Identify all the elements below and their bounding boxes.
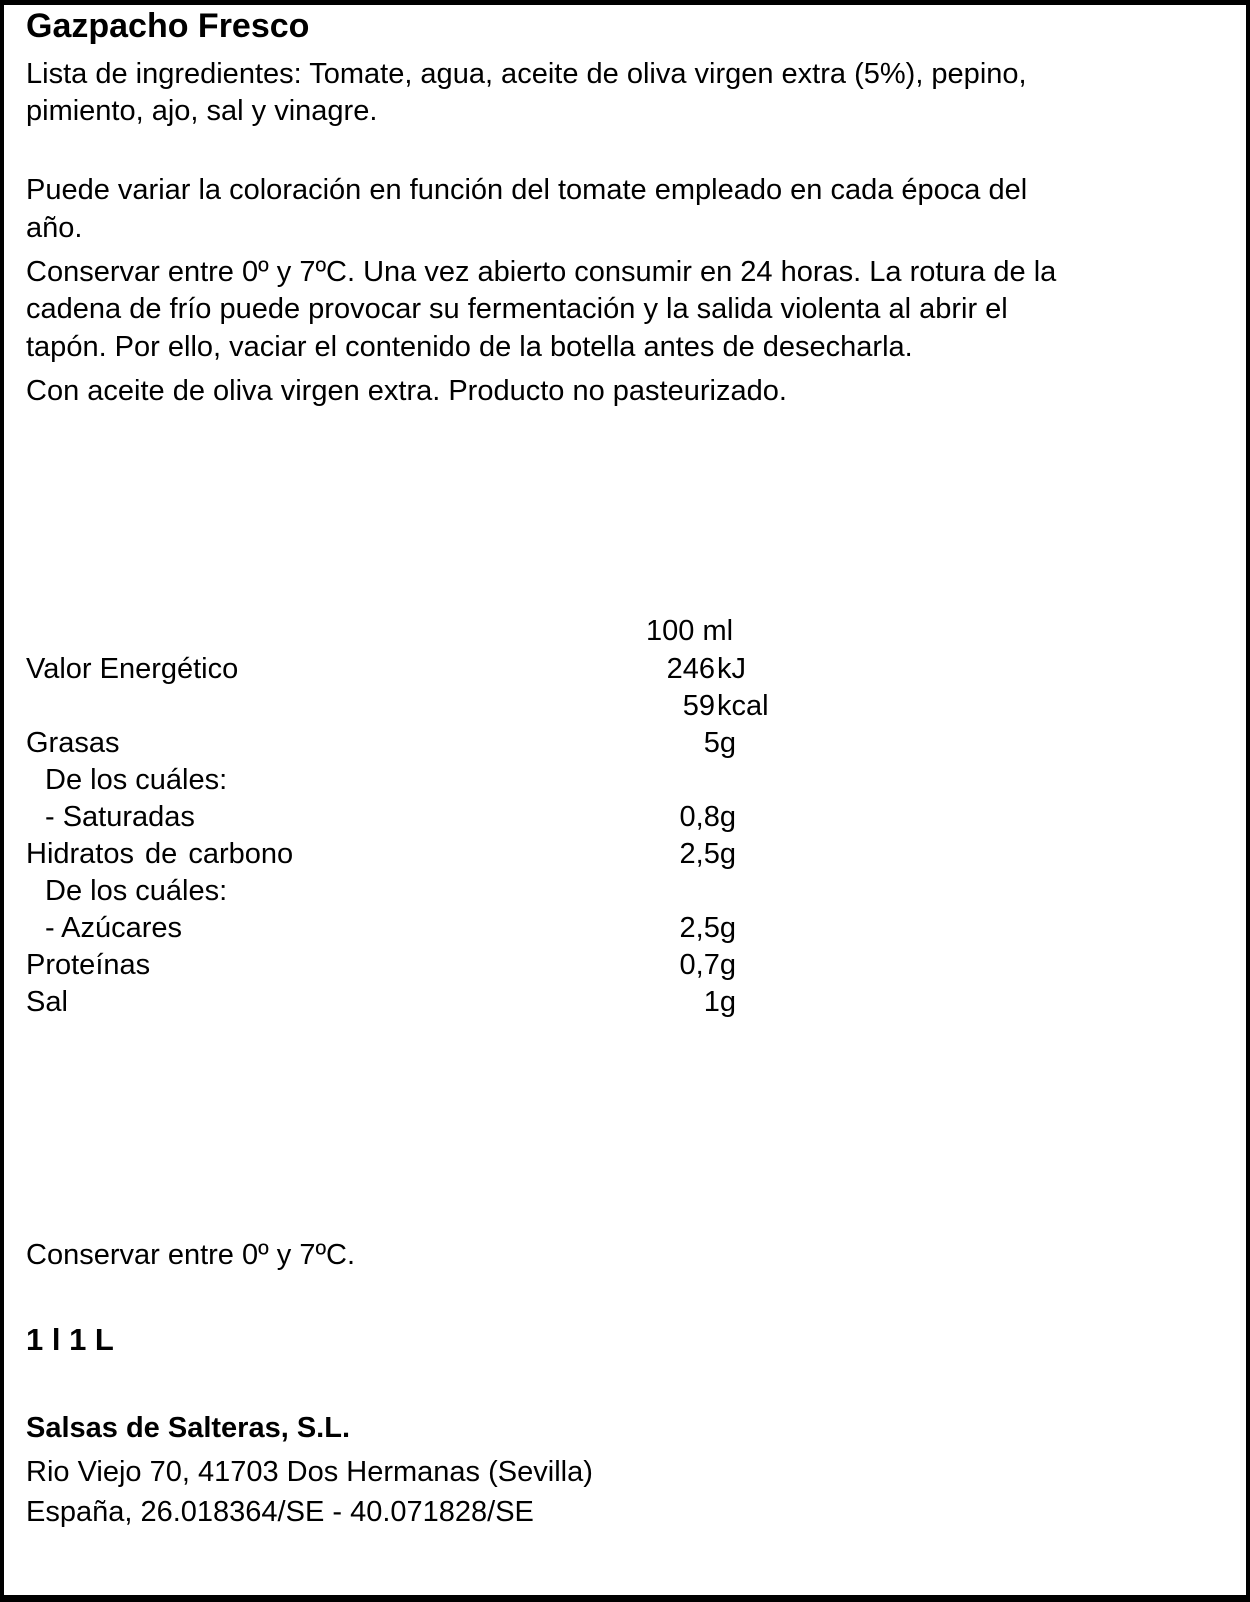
- fat-label: Grasas: [26, 727, 120, 759]
- energy-kj-value: 246: [666, 653, 715, 685]
- ingredients-line-2: pimiento, ajo, sal y vinagre.: [26, 95, 378, 127]
- sugars-label: - Azúcares: [45, 912, 182, 944]
- company-country-code: España, 26.018364/SE - 40.071828/SE: [26, 1496, 534, 1528]
- energy-kcal-value: 59: [682, 690, 715, 722]
- storage-short: Conservar entre 0º y 7ºC.: [26, 1239, 356, 1271]
- salt-label: Sal: [26, 986, 68, 1018]
- energy-kj-unit: kJ: [717, 653, 746, 685]
- company-name: Salsas de Salteras, S.L.: [26, 1412, 351, 1444]
- ingredients-line-1: Lista de ingredientes: Tomate, agua, aceite de oliva virgen extra (5%), pepino,: [26, 58, 1027, 90]
- carbs-value: 2,5g: [679, 838, 736, 870]
- salt-value: 1g: [703, 986, 736, 1018]
- color-note-line-1: Puede variar la coloración en función del tomate empleado en cada época del: [26, 174, 1028, 206]
- color-note-line-2: año.: [26, 212, 83, 244]
- storage-note-line-1: Conservar entre 0º y 7ºC. Una vez abierto consumir en 24 horas. La rotura de la: [26, 256, 1057, 288]
- storage-note-line-3: tapón. Por ello, vaciar el contenido de la botella antes de desecharla.: [26, 331, 913, 363]
- volume: 1 l 1 L: [26, 1322, 114, 1357]
- energy-kcal-unit: kcal: [717, 690, 769, 722]
- saturated-label: - Saturadas: [45, 801, 195, 833]
- sugars-value: 2,5g: [679, 912, 736, 944]
- carbs-label: Hidratos de carbono: [26, 838, 294, 870]
- storage-note-line-2: cadena de frío puede provocar su fermentación y la salida violenta al abrir el: [26, 293, 1008, 325]
- energy-label: Valor Energético: [26, 653, 239, 685]
- protein-label: Proteínas: [26, 949, 151, 981]
- product-note: Con aceite de oliva virgen extra. Producto no pasteurizado.: [26, 375, 787, 407]
- company-address: Rio Viejo 70, 41703 Dos Hermanas (Sevilla): [26, 1456, 593, 1488]
- protein-value: 0,7g: [679, 949, 736, 981]
- saturated-value: 0,8g: [679, 801, 736, 833]
- fat-sub-header: De los cuáles:: [45, 764, 228, 796]
- product-title: Gazpacho Fresco: [26, 7, 310, 45]
- fat-value: 5g: [703, 727, 736, 759]
- nutrition-column-header: 100 ml: [646, 615, 734, 647]
- carbs-sub-header: De los cuáles:: [45, 875, 228, 907]
